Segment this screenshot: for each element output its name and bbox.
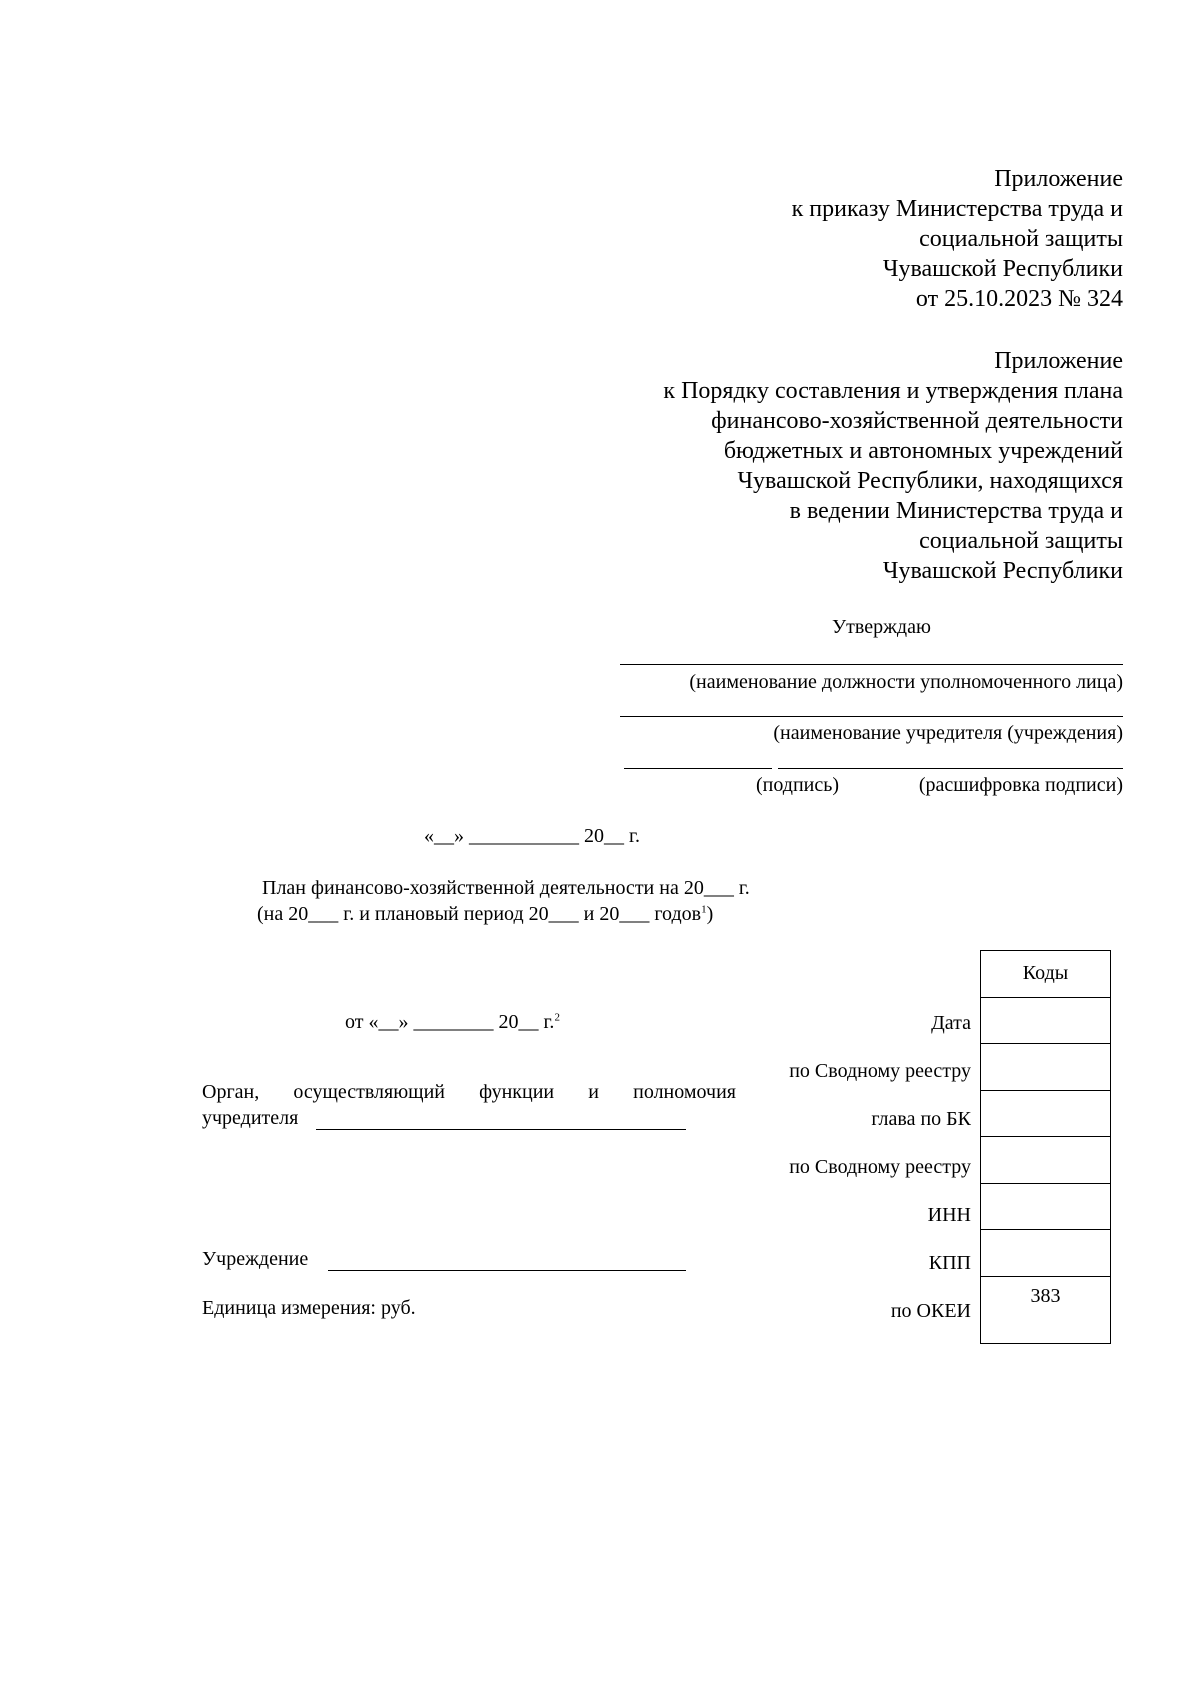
founder-organ-field[interactable] xyxy=(316,1129,686,1130)
organ-word: полномочия xyxy=(633,1081,736,1103)
signature-line xyxy=(624,768,772,769)
appendix-procedure-block xyxy=(663,346,1123,586)
organ-word: и xyxy=(588,1081,599,1103)
appendix-title: Приложение xyxy=(994,348,1123,374)
institution-field[interactable] xyxy=(328,1270,686,1271)
founder-organ-label-line2: учредителя xyxy=(202,1107,299,1129)
position-signature-line xyxy=(620,664,1123,665)
signature-decoding-line xyxy=(778,768,1123,769)
approval-date: «__» ___________ 20__ г. xyxy=(424,825,640,847)
plan-date-from-text: от «__» ________ 20__ г. xyxy=(345,1011,555,1033)
code-label-kpp: КПП xyxy=(928,1252,971,1274)
code-label-budget-chapter: глава по БК xyxy=(871,1108,971,1130)
appendix-line: Чувашской Республики, находящихся xyxy=(737,468,1123,494)
appendix-line: в ведении Министерства труда и xyxy=(789,498,1123,524)
code-cell-summary-registry[interactable] xyxy=(981,1137,1111,1184)
appendix-order-block xyxy=(792,164,1123,314)
plan-date-from xyxy=(345,1009,560,1035)
appendix-line: финансово-хозяйственной деятельности xyxy=(711,408,1123,434)
code-cell-summary-registry[interactable] xyxy=(981,1044,1111,1091)
appendix-line: Чувашской Республики xyxy=(882,256,1123,282)
approval-title: Утверждаю xyxy=(832,616,931,638)
codes-header: Коды xyxy=(981,951,1111,998)
founder-line xyxy=(620,716,1123,717)
appendix-order-number: от 25.10.2023 № 324 xyxy=(915,286,1123,312)
code-label-okei: по ОКЕИ xyxy=(890,1300,971,1322)
code-cell-date[interactable] xyxy=(981,997,1111,1044)
code-label-summary-registry: по Сводному реестру xyxy=(789,1060,971,1082)
decoding-caption: (расшифровка подписи) xyxy=(918,774,1123,796)
appendix-line: социальной защиты xyxy=(919,226,1123,252)
founder-organ-label xyxy=(202,1079,736,1105)
appendix-line: Чувашской Республики xyxy=(882,558,1123,584)
code-cell-inn[interactable] xyxy=(981,1183,1111,1230)
appendix-line: к приказу Министерства труда и xyxy=(791,196,1123,222)
code-cell-okei[interactable]: 383 xyxy=(981,1276,1111,1343)
unit-of-measure: Единица измерения: руб. xyxy=(202,1297,416,1319)
footnote-marker: 1 xyxy=(701,903,707,916)
position-caption: (наименование должности уполномоченного лица) xyxy=(689,671,1123,693)
code-label-inn: ИНН xyxy=(927,1204,971,1226)
code-cell-budget-chapter[interactable] xyxy=(981,1090,1111,1137)
appendix-line: к Порядку составления и утверждения плана xyxy=(663,378,1123,404)
appendix-line: бюджетных и автономных учреждений xyxy=(723,438,1123,464)
appendix-title: Приложение xyxy=(994,166,1123,192)
codes-table xyxy=(980,950,1111,1344)
footnote-marker: 2 xyxy=(554,1011,560,1024)
organ-word: осуществляющий xyxy=(293,1081,445,1103)
plan-title: План финансово-хозяйственной деятельности на 20___ г. xyxy=(262,877,750,899)
plan-period-close: ) xyxy=(706,903,714,925)
plan-period-text: (на 20___ г. и плановый период 20___ и 20___ годов xyxy=(257,903,702,925)
founder-caption: (наименование учредителя (учреждения) xyxy=(773,722,1123,744)
organ-word: функции xyxy=(479,1081,555,1103)
code-label-date: Дата xyxy=(931,1012,971,1034)
code-cell-kpp[interactable] xyxy=(981,1230,1111,1277)
signature-caption: (подпись) xyxy=(756,774,840,796)
plan-period xyxy=(257,901,713,927)
appendix-line: социальной защиты xyxy=(919,528,1123,554)
code-label-summary-registry: по Сводному реестру xyxy=(789,1156,971,1178)
organ-word: Орган, xyxy=(202,1081,260,1103)
institution-label: Учреждение xyxy=(202,1248,309,1270)
